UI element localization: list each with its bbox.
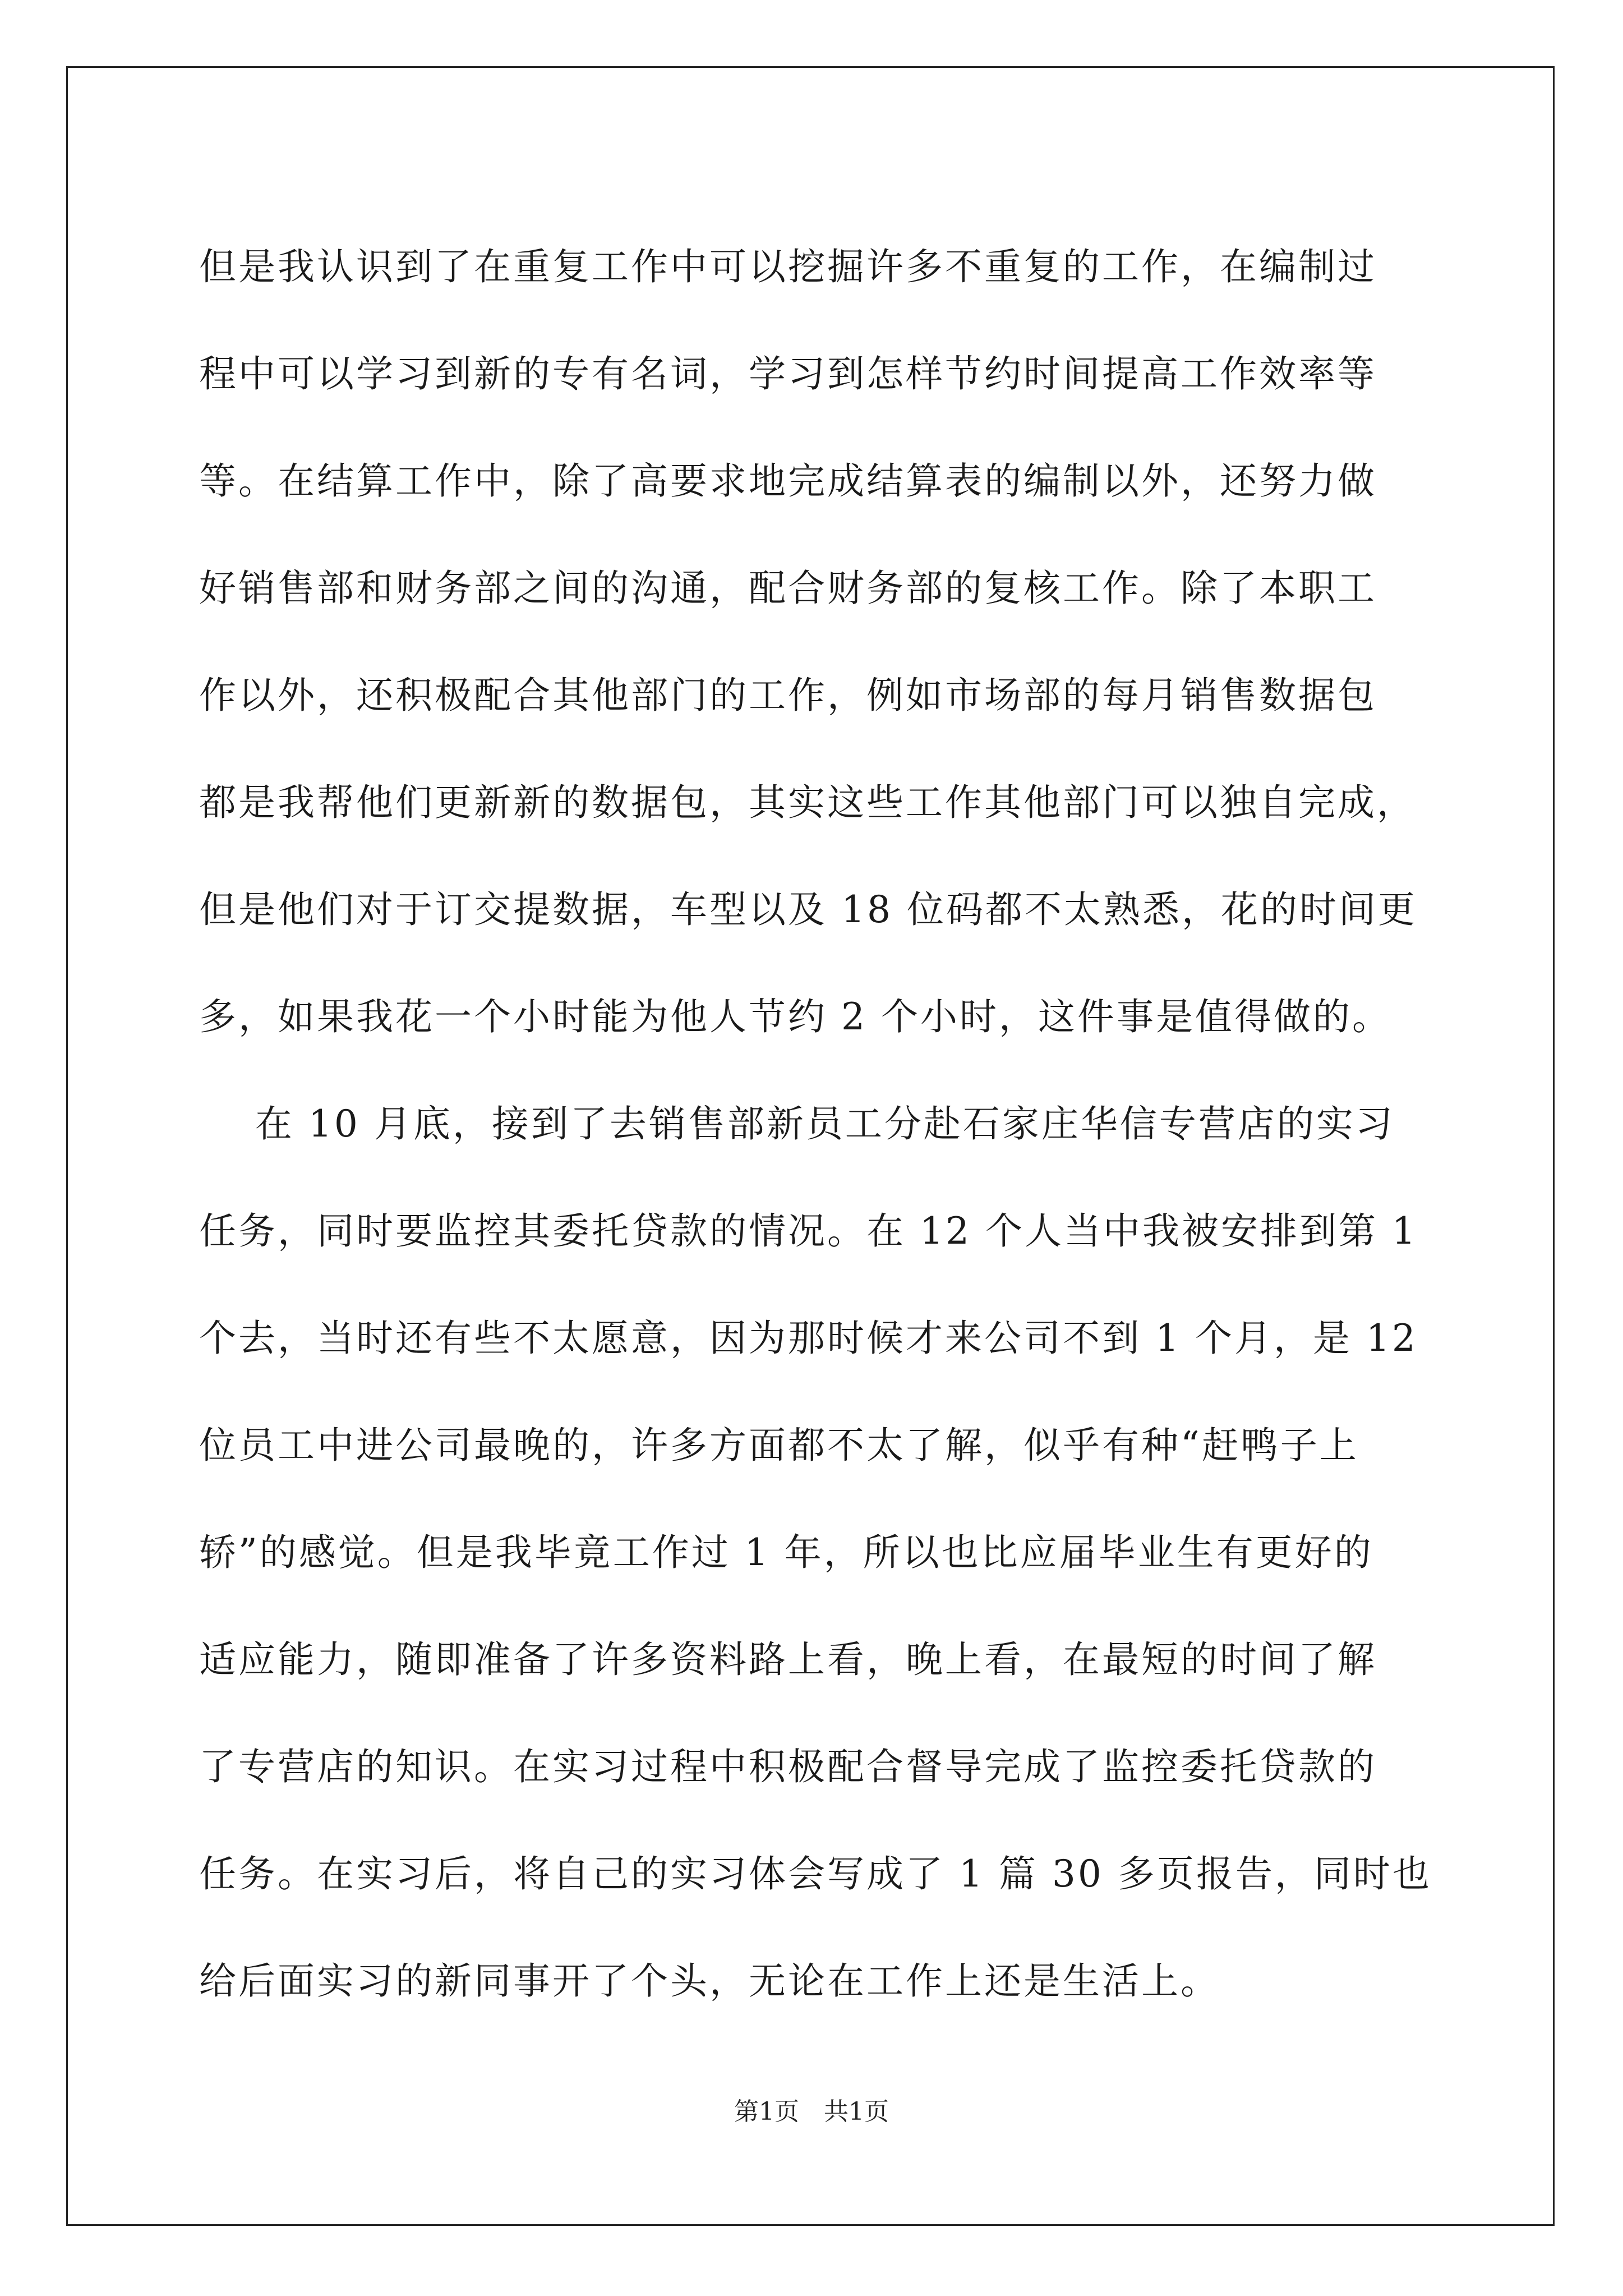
document-body — [199, 213, 1472, 2035]
text-line: 但是他们对于订交提数据，车型以及 18 位码都不太熟悉，花的时间更 — [199, 888, 1417, 931]
text-line: 轿”的感觉。但是我毕竟工作过 1 年，所以也比应届毕业生有更好的 — [199, 1531, 1373, 1574]
text-line: 适应能力，随即准备了许多资料路上看，晚上看，在最短的时间了解 — [199, 1638, 1377, 1681]
text-line: 好销售部和财务部之间的沟通，配合财务部的复核工作。除了本职工 — [199, 567, 1377, 610]
text-line: 在 10 月底，接到了去销售部新员工分赴石家庄华信专营店的实习 — [199, 1102, 1395, 1145]
text-line: 个去，当时还有些不太愿意，因为那时候才来公司不到 1 个月，是 12 — [199, 1317, 1418, 1360]
text-line: 任务，同时要监控其委托贷款的情况。在 12 个人当中我被安排到第 1 — [199, 1209, 1418, 1253]
text-line: 多，如果我花一个小时能为他人节约 2 个小时，这件事是值得做的。 — [199, 995, 1391, 1038]
text-line: 都是我帮他们更新新的数据包，其实这些工作其他部门可以独自完成， — [199, 781, 1416, 824]
text-line: 程中可以学习到新的专有名词，学习到怎样节约时间提高工作效率等 — [199, 352, 1377, 395]
text-line: 了专营店的知识。在实习过程中积极配合督导完成了监控委托贷款的 — [199, 1745, 1377, 1788]
text-line: 等。在结算工作中，除了高要求地完成结算表的编制以外，还努力做 — [199, 459, 1377, 503]
text-line: 任务。在实习后，将自己的实习体会写成了 1 篇 30 多页报告，同时也 — [199, 1852, 1432, 1895]
text-line: 位员工中进公司最晚的，许多方面都不太了解，似乎有种“赶鸭子上 — [199, 1424, 1359, 1467]
text-line: 给后面实习的新同事开了个头，无论在工作上还是生活上。 — [199, 1959, 1220, 2003]
text-line: 但是我认识到了在重复工作中可以挖掘许多不重复的工作，在编制过 — [199, 245, 1377, 288]
text-line: 作以外，还积极配合其他部门的工作，例如市场部的每月销售数据包 — [199, 674, 1377, 717]
page-footer: 第1页 共1页 — [734, 2097, 889, 2126]
